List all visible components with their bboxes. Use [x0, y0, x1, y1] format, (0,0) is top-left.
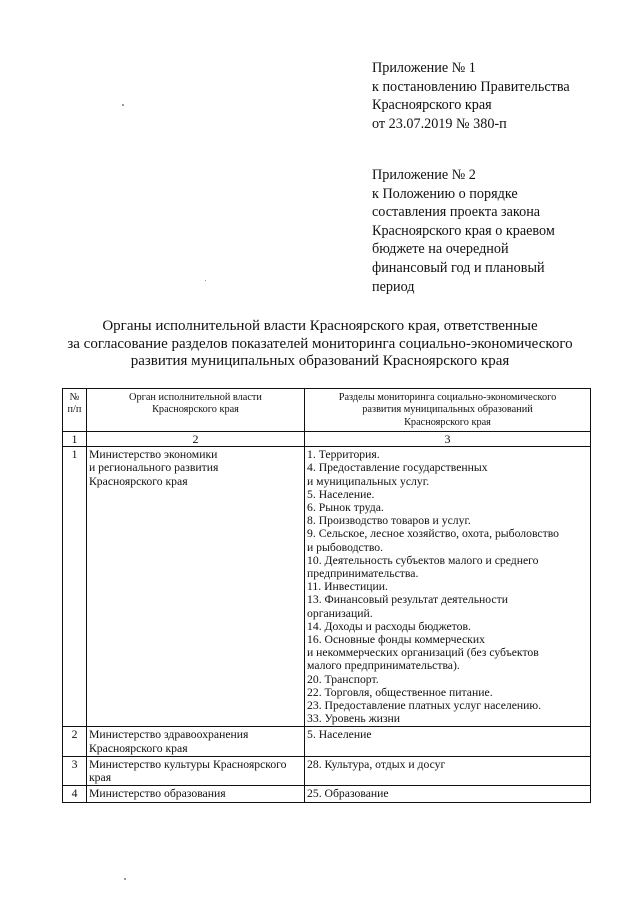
- section-line: 14. Доходы и расходы бюджетов.: [307, 619, 471, 633]
- header-num: [63, 389, 87, 432]
- section-line: 9. Сельское, лесное хозяйство, охота, рыболовство: [307, 527, 559, 541]
- section-line: 25. Образование: [307, 787, 389, 801]
- organ-name-line: Министерство здравоохранения: [89, 728, 249, 742]
- scan-speck: [122, 104, 124, 106]
- section-line: малого предпринимательства).: [307, 659, 460, 673]
- organ-name: [87, 756, 305, 785]
- section-line: 6. Рынок труда.: [307, 501, 384, 515]
- appendix-2-line: к Положению о порядке: [372, 185, 518, 202]
- appendix-2-line: бюджете на очередной: [372, 241, 509, 258]
- appendix-1-line: от 23.07.2019 № 380-п: [372, 115, 507, 132]
- title-line: Органы исполнительной власти Красноярского края, ответственные: [102, 318, 538, 334]
- section-line: 33. Уровень жизни: [307, 712, 401, 726]
- appendix-1-line: Приложение № 1: [372, 60, 476, 76]
- organ-name-line: Министерство экономики: [89, 448, 218, 462]
- table-row: [63, 756, 591, 785]
- appendix-2-line: составления проекта закона: [372, 204, 541, 221]
- header-org: [87, 389, 305, 432]
- appendix-2-line: Красноярского края о краевом: [372, 222, 555, 239]
- monitoring-sections: [305, 447, 591, 727]
- row-number: 1: [63, 447, 87, 727]
- section-line: 5. Население.: [307, 487, 375, 501]
- organ-name-line: Министерство образования: [89, 787, 226, 801]
- header-org-line: Красноярского края: [152, 404, 239, 416]
- appendix-2-line: финансовый год и плановый: [372, 259, 545, 276]
- section-line: предпринимательства.: [307, 567, 419, 581]
- header-sections-line: развития муниципальных образований: [362, 404, 533, 416]
- organ-name-line: Красноярского края: [89, 474, 188, 488]
- monitoring-sections: [305, 786, 591, 802]
- title-line: развития муниципальных образований Красноярского края: [130, 353, 510, 370]
- appendix-1-line: к постановлению Правительства: [372, 78, 570, 95]
- header-sections-line: Красноярского края: [404, 416, 491, 428]
- section-line: 4. Предоставление государственных: [307, 461, 488, 475]
- section-line: 22. Торговля, общественное питание.: [307, 685, 493, 699]
- section-line: 5. Население: [307, 728, 372, 742]
- appendix-1-line: Красноярского края: [372, 97, 492, 114]
- section-line: и рыбоводство.: [307, 540, 384, 554]
- section-line: 1. Территория.: [307, 448, 380, 462]
- organ-name-line: края: [89, 771, 112, 785]
- header-num-line: п/п: [67, 404, 82, 416]
- section-line: организаций.: [307, 606, 373, 620]
- section-line: и некоммерческих организаций (без субъектов: [307, 646, 539, 660]
- column-index-cell: 2: [87, 432, 305, 447]
- title-line: за согласование разделов показателей мониторинга социально-экономического: [67, 335, 573, 352]
- section-line: 20. Транспорт.: [307, 672, 379, 686]
- table-row: [63, 447, 591, 727]
- organ-name-line: Министерство культуры Красноярского: [89, 757, 287, 771]
- row-number: 3: [63, 756, 87, 785]
- monitoring-sections: [305, 756, 591, 785]
- appendix-2-block: [372, 166, 555, 296]
- table-header-row: [63, 389, 591, 432]
- monitoring-sections: [305, 727, 591, 756]
- section-line: 11. Инвестиции.: [307, 580, 388, 594]
- column-index-cell: 3: [305, 432, 591, 447]
- scan-speck: [205, 280, 206, 281]
- header-sections-line: Разделы мониторинга социально-экономического: [338, 392, 557, 403]
- table-row: [63, 727, 591, 756]
- organ-name: [87, 447, 305, 727]
- row-number: 4: [63, 786, 87, 802]
- appendix-2-line: период: [372, 278, 415, 295]
- organ-name-line: и регионального развития: [89, 461, 219, 475]
- row-number: 2: [63, 727, 87, 756]
- organ-name-line: Красноярского края: [89, 741, 188, 755]
- section-line: 13. Финансовый результат деятельности: [307, 593, 508, 607]
- appendix-1-block: [372, 59, 570, 133]
- document-title: [60, 318, 580, 371]
- table-body: [63, 447, 591, 802]
- organ-name: [87, 727, 305, 756]
- table-row: [63, 786, 591, 802]
- header-num-line: №: [69, 392, 80, 403]
- organ-name: [87, 786, 305, 802]
- appendix-2-line: Приложение № 2: [372, 167, 476, 183]
- header-org-line: Орган исполнительной власти: [129, 392, 262, 403]
- column-index-row: [63, 432, 591, 447]
- section-line: 28. Культура, отдых и досуг: [307, 757, 446, 771]
- header-sections: [305, 389, 591, 432]
- section-line: 23. Предоставление платных услуг населению.: [307, 699, 542, 713]
- section-line: 10. Деятельность субъектов малого и среднего: [307, 553, 539, 567]
- column-index-cell: 1: [63, 432, 87, 447]
- section-line: 16. Основные фонды коммерческих: [307, 633, 485, 647]
- scan-speck: [124, 878, 126, 880]
- responsibility-table: [62, 388, 591, 803]
- section-line: 8. Производство товаров и услуг.: [307, 514, 471, 528]
- section-line: и муниципальных услуг.: [307, 474, 430, 488]
